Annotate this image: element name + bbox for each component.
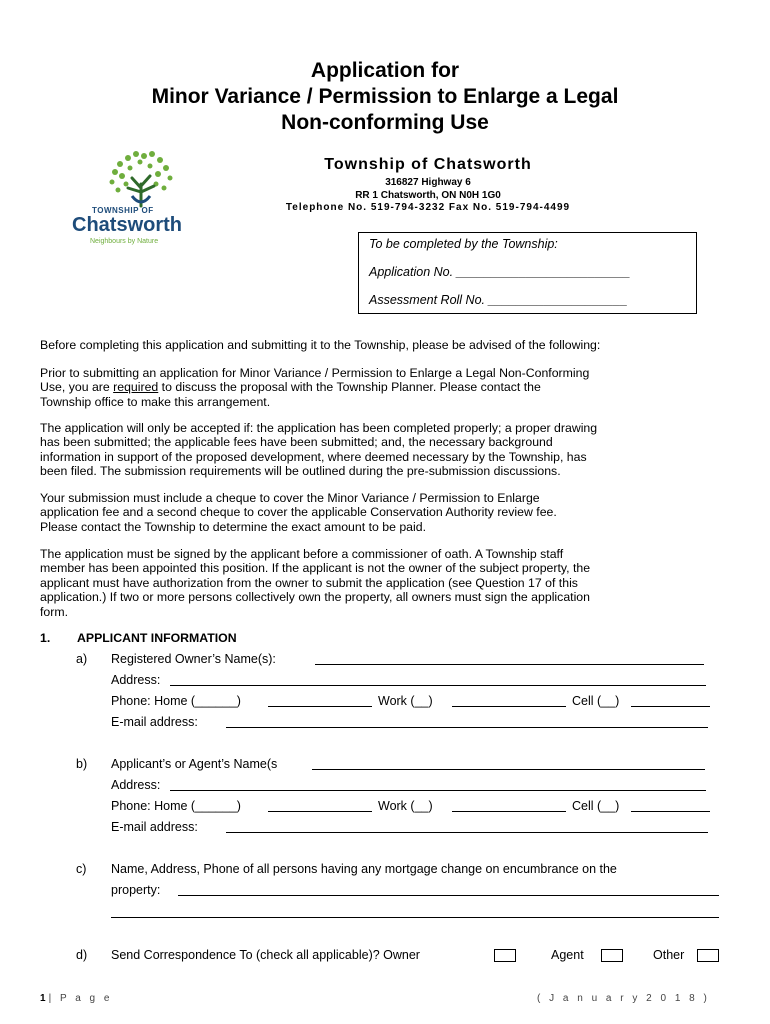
township-phone: Telephone No. 519-794-3232 Fax No. 519-794-4499 — [285, 202, 571, 213]
application-number-field[interactable]: Application No. _________________________ — [369, 265, 631, 279]
logo-tagline: Neighbours by Nature — [90, 238, 159, 245]
assessment-roll-field[interactable]: Assessment Roll No. ____________________ — [369, 293, 628, 307]
owner-phone-work-label: Work (__) — [378, 694, 433, 708]
owner-phone-cell-label: Cell (__) — [572, 694, 620, 708]
agent-address-label: Address: — [111, 778, 161, 792]
agent-phone-work-input[interactable] — [452, 811, 566, 812]
correspondence-label: Send Correspondence To (check all applicable)? Owner — [111, 948, 420, 962]
official-box-heading: To be completed by the Township: — [369, 237, 558, 251]
owner-phone-cell-input[interactable] — [631, 706, 710, 707]
agent-name-input[interactable] — [312, 769, 705, 770]
agent-phone-work-label: Work (__) — [378, 799, 433, 813]
intro-paragraph-1: Prior to submitting an application for Minor Variance / Permission to Enlarge a Legal Non-Conforming Use, you are required to discuss the proposal with the Township Planner. Please contact the Township office to make this arrangement. — [40, 366, 590, 409]
owner-phone-work-input[interactable] — [452, 706, 566, 707]
item-a-letter: a) — [76, 652, 88, 666]
owner-phone-home-input[interactable] — [268, 706, 372, 707]
owner-name-input[interactable] — [315, 664, 704, 665]
title-line-2: Minor Variance / Permission to Enlarge a Legal — [151, 85, 619, 108]
item-d-letter: d) — [76, 948, 88, 962]
section-number: 1. — [40, 631, 51, 645]
required-emphasis: required — [113, 380, 159, 395]
agent-phone-cell-label: Cell (__) — [572, 799, 620, 813]
township-name: Township of Chatsworth — [324, 156, 532, 173]
owner-checkbox[interactable] — [494, 949, 516, 962]
item-c-letter: c) — [76, 862, 87, 876]
section-title: APPLICANT INFORMATION — [77, 631, 237, 645]
agent-phone-home-label: Phone: Home (______) — [111, 799, 241, 813]
other-option-label: Other — [653, 948, 685, 962]
intro-paragraph-3: Your submission must include a cheque to cover the Minor Variance / Permission to Enlarge application fee and a second cheque to cover the applicable Conservation Authority review fee. Please contact the Township to determine the exact amount to be paid. — [40, 491, 557, 534]
agent-checkbox[interactable] — [601, 949, 623, 962]
footer-page — [40, 993, 112, 1004]
title-line-1: Application for — [310, 59, 460, 82]
title-line-3: Non-conforming Use — [281, 111, 489, 134]
item-b-letter: b) — [76, 757, 88, 771]
intro-paragraph-2: The application will only be accepted if: the application has been completed properly; a proper drawing has been submitted; the applicable fees have been submitted; and, the necessary background information in support of the proposed development, where deemed necessary by the Township, has been filed. The submission requirements will be outlined during the pre-submission discussions. — [40, 421, 598, 479]
agent-name-label: Applicant’s or Agent’s Name(s — [111, 757, 278, 771]
owner-address-input[interactable] — [170, 685, 706, 686]
logo-big-text: Chatsworth — [72, 214, 182, 236]
agent-phone-home-input[interactable] — [268, 811, 372, 812]
agent-email-input[interactable] — [226, 832, 708, 833]
agent-option-label: Agent — [551, 948, 584, 962]
agent-email-label: E-mail address: — [111, 820, 198, 834]
agent-phone-cell-input[interactable] — [631, 811, 710, 812]
page-word: | P a g e — [48, 993, 113, 1004]
logo-small-text: TOWNSHIP OF — [92, 206, 154, 215]
owner-address-label: Address: — [111, 673, 161, 687]
page-number: 1 — [40, 993, 49, 1004]
owner-name-label: Registered Owner’s Name(s): — [111, 652, 276, 666]
township-address-1: 316827 Highway 6 — [385, 177, 471, 188]
owner-phone-home-label: Phone: Home (______) — [111, 694, 241, 708]
mortgage-input-line-2[interactable] — [111, 917, 719, 918]
footer-date: ( J a n u a r y 2 0 1 8 ) — [537, 993, 710, 1004]
owner-email-label: E-mail address: — [111, 715, 198, 729]
mortgage-input-line-1[interactable] — [178, 895, 719, 896]
township-address-2: RR 1 Chatsworth, ON N0H 1G0 — [355, 190, 501, 201]
mortgage-property-label: property: — [111, 883, 161, 897]
agent-address-input[interactable] — [170, 790, 706, 791]
other-checkbox[interactable] — [697, 949, 719, 962]
intro-paragraph-4: The application must be signed by the applicant before a commissioner of oath. A Township staff member has been appointed this position. If the applicant is not the owner of the subject property, the applicant must have authorization from the owner to submit the application (see Question 17 of this application.) If two or more persons collectively own the property, all owners must sign the application form. — [40, 547, 591, 619]
township-logo — [70, 148, 220, 248]
intro-lead: Before completing this application and submitting it to the Township, please be advised of the following: — [40, 338, 601, 352]
owner-email-input[interactable] — [226, 727, 708, 728]
official-use-box — [358, 232, 697, 314]
mortgage-label: Name, Address, Phone of all persons having any mortgage change on encumbrance on the — [111, 862, 617, 876]
